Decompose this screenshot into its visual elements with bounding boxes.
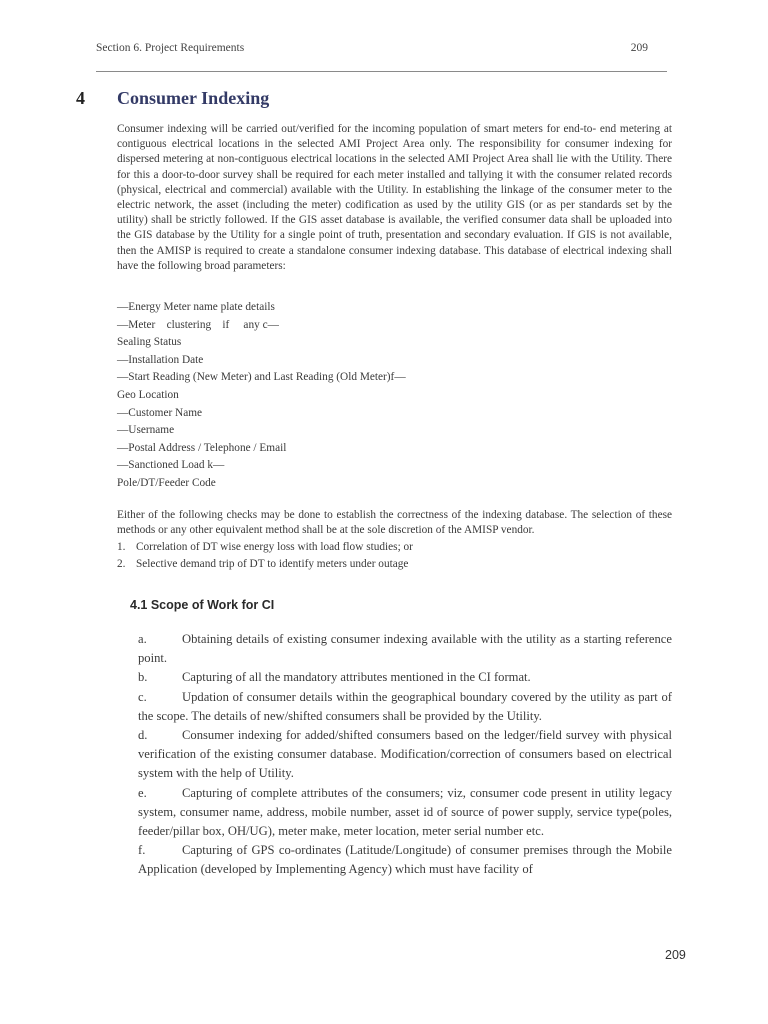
scope-letter: e. bbox=[138, 785, 147, 800]
scope-item bbox=[138, 841, 672, 879]
scope-text: Consumer indexing for added/shifted consumers based on the ledger/field survey with physical verification of the existing consumer database. Modification/correction of consumers based on electrical system with the help of Utility. bbox=[138, 728, 672, 781]
header-section-title: Section 6. Project Requirements bbox=[96, 42, 245, 54]
scope-text: Capturing of GPS co-ordinates (Latitude/Longitude) of consumer premises through the Mobile Application (developed by Implementing Agency) which must have facility of bbox=[138, 843, 672, 877]
scope-text: Updation of consumer details within the geographical boundary covered by the utility as part of the scope. The details of new/shifted consumers shall be provided by the Utility. bbox=[138, 689, 672, 723]
checks-paragraph: Either of the following checks may be done to establish the correctness of the indexing database. The selection of these methods or any other equivalent method shall be at the sole discretion of the AMISP vendor. bbox=[117, 509, 672, 537]
scope-letter: a. bbox=[138, 632, 147, 646]
checks-section bbox=[117, 508, 672, 572]
subsection-heading: 4.1 Scope of Work for CI bbox=[130, 598, 275, 612]
list-item bbox=[117, 556, 672, 573]
parameter-list bbox=[117, 299, 672, 493]
scope-text: Capturing of all the mandatory attributes mentioned in the CI format. bbox=[182, 670, 531, 685]
scope-item bbox=[138, 630, 672, 668]
list-text: Correlation of DT wise energy loss with load flow studies; or bbox=[136, 541, 413, 554]
parameter-item: Geo Location bbox=[117, 388, 179, 401]
parameter-item: —Postal Address / Telephone / Email bbox=[117, 441, 287, 454]
header-page-number: 209 bbox=[630, 42, 648, 54]
section-number: 4 bbox=[76, 88, 85, 108]
parameter-item: —Customer Name bbox=[117, 406, 203, 419]
scope-item bbox=[138, 726, 672, 784]
list-item bbox=[117, 539, 672, 556]
parameter-item: —Start Reading (New Meter) and Last Reading (Old Meter)f— bbox=[117, 371, 406, 384]
section-heading bbox=[76, 88, 269, 109]
list-number: 1. bbox=[117, 541, 126, 554]
page-header bbox=[96, 42, 648, 54]
scope-letter: d. bbox=[138, 728, 148, 743]
scope-item bbox=[138, 688, 672, 726]
scope-list bbox=[138, 630, 672, 880]
header-divider bbox=[96, 71, 667, 72]
section-title: Consumer Indexing bbox=[117, 88, 270, 108]
scope-letter: f. bbox=[138, 843, 146, 858]
intro-paragraph: Consumer indexing will be carried out/verified for the incoming population of smart meters for end-to- end metering at contiguous electrical locations in the selected AMI Project Area only. The responsibility for consumer indexing for dispersed metering at non-contiguous electrical locations in the selected AMI Project Area shall lie with the Utility. There for this a door-to-door survey shall be required for each meter installed and tallying it with the consumer related records (physical, electrical and commercial) available with the Utility. In establishing the linkage of the consumer meter to the electric network, the asset (including the meter) codification as used by the utility GIS (or as per standards set by the utility) shall be strictly followed. If the GIS asset database is available, the verified consumer data shall be uploaded into the GIS database by the Utility for a single point of truth, presentation and secondary evaluation. If GIS is not available, then the AMISP is required to create a standalone consumer indexing database. This database of electrical indexing shall have the following broad parameters: bbox=[117, 123, 672, 272]
parameter-item: —Installation Date bbox=[117, 353, 204, 366]
parameter-item: Pole/DT/Feeder Code bbox=[117, 476, 216, 489]
list-number: 2. bbox=[117, 557, 126, 570]
footer-page-number: 209 bbox=[665, 948, 686, 962]
scope-letter: b. bbox=[138, 670, 148, 685]
scope-letter: c. bbox=[138, 689, 147, 704]
scope-item bbox=[138, 784, 672, 842]
scope-text: Obtaining details of existing consumer indexing available with the utility as a starting reference point. bbox=[138, 632, 672, 666]
parameter-item: —Meter clustering if any c— bbox=[117, 318, 279, 331]
scope-item bbox=[138, 668, 672, 687]
parameter-item: —Username bbox=[117, 424, 175, 437]
parameter-item: Sealing Status bbox=[117, 336, 182, 349]
list-text: Selective demand trip of DT to identify meters under outage bbox=[136, 557, 409, 570]
parameter-item: —Energy Meter name plate details bbox=[117, 301, 275, 313]
checks-list bbox=[117, 539, 672, 572]
parameter-item: —Sanctioned Load k— bbox=[117, 459, 225, 472]
scope-text: Capturing of complete attributes of the consumers; viz, consumer code present in utility legacy system, consumer name, address, mobile number, asset id of source of power supply, service type(poles, feeder/pillar box, OH/UG), meter make, meter location, meter serial number etc. bbox=[138, 785, 672, 839]
